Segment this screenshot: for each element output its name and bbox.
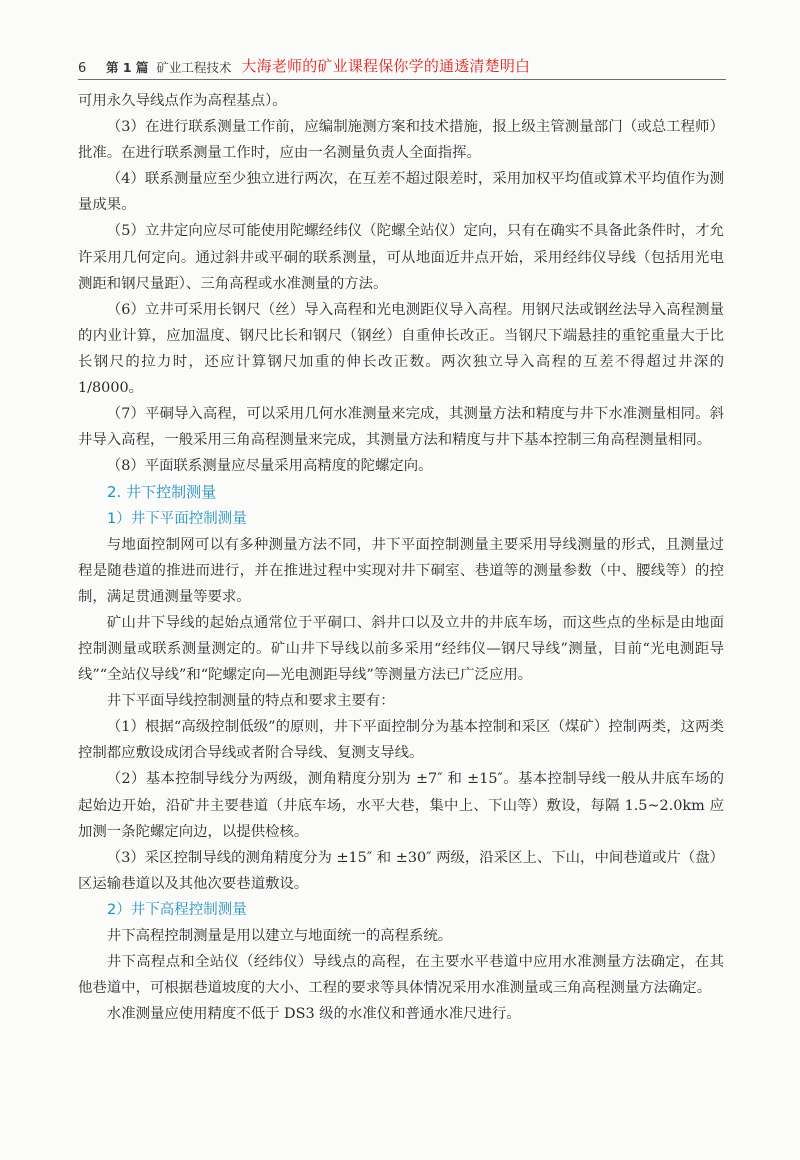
paragraph: （4）联系测量应至少独立进行两次，在互差不超过限差时，采用加权平均值或算术平均值作为测量成果。: [78, 171, 724, 214]
paragraph: （7）平硐导入高程，可以采用几何水准测量来完成，其测量方法和精度与井下水准测量相同。斜井导入高程，一般采用三角高程测量来完成，其测量方法和精度与井下基本控制三角高程测量相同。: [78, 406, 724, 449]
book-title: 矿业工程技术: [156, 60, 232, 75]
paragraph: （6）立井可采用长钢尺（丝）导入高程和光电测距仪导入高程。用钢尺法或钢丝法导入高程测量的内业计算，应加温度、钢尺比长和钢尺（钢丝）自重伸长改正。当钢尺下端悬挂的重铊重量大于比长钢尺的拉力时，还应计算钢尺加重的伸长改正数。两次独立导入高程的互差不得超过井深的 1/8000。: [78, 301, 724, 397]
subsection-heading: 1）井下平面控制测量: [107, 510, 247, 527]
page-body: [78, 88, 724, 1027]
paragraph: （5）立井定向应尽可能使用陀螺经纬仪（陀螺全站仪）定向，只有在确实不具备此条件时，才允许采用几何定向。通过斜井或平硐的联系测量，可从地面近井点开始，采用经纬仪导线（包括用光电测距和钢尺量距）、三角高程或水准测量的方法。: [78, 223, 724, 292]
subsection-heading: 2）井下高程控制测量: [107, 901, 247, 918]
paragraph: 矿山井下导线的起始点通常位于平硐口、斜井口以及立井的井底车场，而这些点的坐标是由地面控制测量或联系测量测定的。矿山井下导线以前多采用“经纬仪—钢尺导线”测量，目前“光电测距导线”“全站仪导线”和“陀螺定向—光电测距导线”等测量方法已广泛应用。: [78, 614, 724, 684]
paragraph: （3）采区控制导线的测角精度分为 ±15″ 和 ±30″ 两级，沿采区上、下山，中间巷道或片（盘）区运输巷道以及其他次要巷道敷设。: [78, 849, 724, 892]
paragraph: 水准测量应使用精度不低于 DS3 级的水准仪和普通水准尺进行。: [106, 1006, 521, 1023]
page-number: 6: [78, 61, 87, 76]
part-label: 第 1 篇: [106, 60, 149, 75]
paragraph: （8）平面联系测量应尽量采用高精度的陀螺定向。: [106, 458, 433, 475]
paragraph: 与地面控制网可以有多种测量方法不同，井下平面控制测量主要采用导线测量的形式，且测量过程是随巷道的推进而进行，并在推进过程中实现对井下硐室、巷道等的测量参数（中、腰线等）的控制，满足贯通测量等要求。: [78, 536, 724, 605]
header-rule: [78, 79, 726, 80]
paragraph: （1）根据“高级控制低级”的原则，井下平面控制分为基本控制和采区（煤矿）控制两类，这两类控制都应敷设成闭合导线或者附合导线、复测支导线。: [78, 719, 724, 762]
paragraph: （2）基本控制导线分为两级，测角精度分别为 ±7″ 和 ±15″。基本控制导线一般从井底车场的起始边开始，沿矿井主要巷道（井底车场，水平大巷，集中上、下山等）敷设，每隔 1.5~2.0km 应加测一条陀螺定向边，以提供检核。: [78, 771, 724, 840]
paragraph: （3）在进行联系测量工作前，应编制施测方案和技术措施，报上级主管测量部门（或总工程师）批准。在进行联系测量工作时，应由一名测量负责人全面指挥。: [78, 119, 724, 162]
page-header: [78, 50, 728, 76]
paragraph: 井下高程点和全站仪（经纬仪）导线点的高程，在主要水平巷道中应用水准测量方法确定，在其他巷道中，可根据巷道坡度的大小、工程的要求等具体情况采用水准测量或三角高程测量方法确定。: [78, 954, 724, 997]
paragraph: 井下平面导线控制测量的特点和要求主要有：: [106, 693, 395, 710]
paragraph: 可用永久导线点作为高程基点）。: [78, 93, 287, 109]
paragraph: 井下高程控制测量是用以建立与地面统一的高程系统。: [106, 928, 453, 944]
promo-watermark: 大海老师的矿业课程保你学的通透清楚明白: [241, 57, 531, 75]
section-heading: 2. 井下控制测量: [107, 483, 217, 502]
